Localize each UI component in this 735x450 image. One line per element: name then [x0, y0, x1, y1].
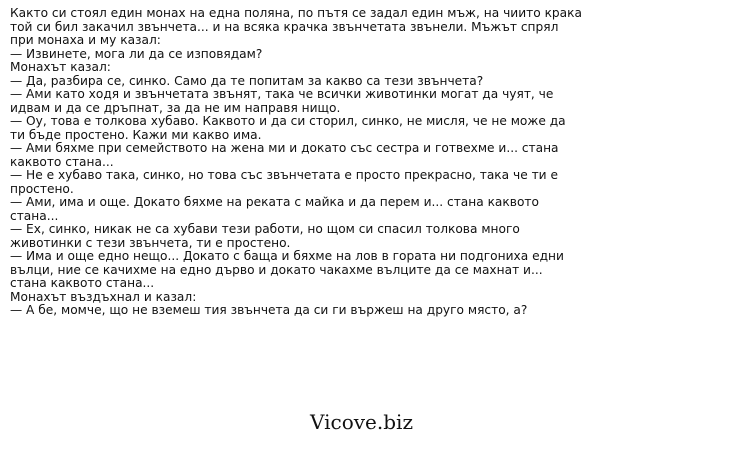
joke-line: животинки с тези звънчета, ти е простено.	[10, 235, 291, 250]
joke-line: — Оу, това е толкова хубаво. Каквото и да си сторил, синко, не мисля, че не може да	[10, 114, 566, 128]
joke-line: той си бил закачил звънчета... и на всяка крачка звънчетата звънели. Мъжът спрял	[10, 19, 559, 34]
joke-line: каквото стана...	[10, 154, 114, 169]
joke-line: ти бъде простено. Кажи ми какво има.	[10, 127, 262, 142]
joke-line: — Извинете, мога ли да се изповядам?	[10, 46, 263, 61]
joke-line: идвам и да се дръпнат, за да не им направя нищо.	[10, 100, 341, 115]
joke-line: — Ами, има и още. Докато бяхме на реката с майка и да перем и... стана каквото	[10, 195, 539, 209]
joke-line: — Не е хубаво така, синко, но това със звънчетата е просто прекрасно, така че ти е	[10, 168, 558, 182]
joke-line: — Има и още едно нещо... Докато с баща и бяхме на лов в гората ни подгониха едни	[10, 249, 564, 263]
joke-line: вълци, ние се качихме на едно дърво и докато чакахме вълците да се махнат и...	[10, 262, 543, 277]
joke-line: — А бе, момче, що не вземеш тия звънчета да си ги вържеш на друго място, а?	[10, 303, 528, 317]
joke-line: — Ами бяхме при семейството на жена ми и докато със сестра и готвехме и... стана	[10, 141, 559, 155]
site-watermark: Vicove.biz	[310, 410, 413, 434]
joke-line: — Ами като ходя и звънчетата звънят, така че всички животинки могат да чуят, че	[10, 87, 554, 101]
joke-line: при монаха и му казал:	[10, 33, 161, 47]
joke-line: — Ех, синко, никак не са хубави тези работи, но щом си спасил толкова много	[10, 222, 520, 236]
joke-line: стана...	[10, 208, 59, 223]
joke-line: простено.	[10, 181, 74, 196]
joke-line: Монахът казал:	[10, 60, 111, 74]
joke-line: Както си стоял един монах на една поляна, по пътя се задал един мъж, на чиито крака	[10, 6, 582, 20]
joke-line: — Да, разбира се, синко. Само да те попитам за какво са тези звънчета?	[10, 73, 484, 88]
joke-line: стана каквото стана...	[10, 276, 155, 290]
joke-line: Монахът въздъхнал и казал:	[10, 289, 197, 304]
joke-text	[10, 7, 610, 318]
